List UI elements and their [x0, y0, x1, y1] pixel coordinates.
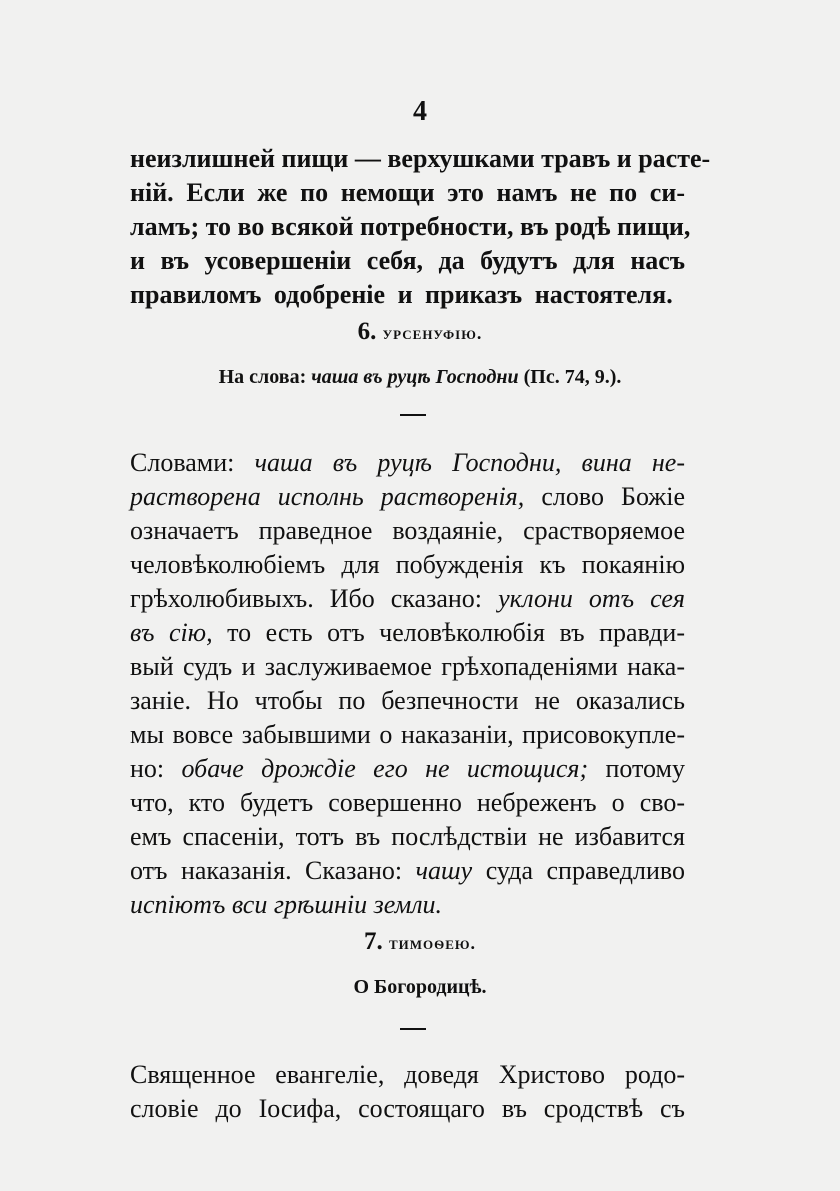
subheading-italic: чаша въ руцѣ Господни: [311, 366, 519, 388]
subheading-suffix: (Пс. 74, 9.).: [523, 366, 622, 388]
text-line: заніе. Но чтобы по безпечности не оказались: [130, 686, 685, 715]
text-line: и въ усовершеніи себя, да будутъ для насъ: [130, 246, 685, 275]
text-line: человѣколюбіемъ для побужденія къ покаянію: [130, 550, 685, 579]
section-number: 6.: [357, 318, 377, 345]
text-line: Священное евангеліе, доведя Христово родо-: [130, 1060, 685, 1089]
text-line: вый судъ и заслуживаемое грѣхопаденіями нака-: [130, 652, 685, 681]
section-6-subheading: [0, 366, 840, 389]
text-line: емъ спасеніи, тотъ въ послѣдствіи не избавится: [130, 822, 685, 851]
section-6-heading: [0, 318, 840, 346]
text-line: означаетъ праведное воздаяніе, срастворяемое: [130, 516, 685, 545]
section-7-heading: [0, 928, 840, 956]
text-line: растворена исполнь растворенія, слово Божіе: [130, 482, 686, 511]
section-name: урсенуфію.: [382, 323, 483, 343]
subheading-prefix: На слова:: [218, 366, 307, 388]
section-name: тимоѳею.: [388, 933, 477, 953]
text-line: въ сію, то есть отъ человѣколюбія въ правди-: [130, 618, 685, 647]
divider-dash: [400, 414, 426, 416]
text-line: ламъ; то во всякой потребности, въ родѣ пищи,: [130, 212, 691, 241]
text-line: правиломъ одобреніе и приказъ настоятеля.: [130, 280, 673, 309]
text-line: словіе до Іосифа, состоящаго въ сродствѣ съ: [130, 1094, 685, 1123]
section-7-subheading: О Богородицѣ.: [353, 976, 487, 998]
text-line: Словами: чаша въ руцѣ Господни, вина не-: [130, 448, 685, 477]
text-line: но: обаче дрождіе его не истощися; потому: [130, 754, 686, 783]
text-line: отъ наказанія. Сказано: чашу суда справедливо: [130, 856, 686, 885]
text-line: ній. Если же по немощи это намъ не по си-: [130, 178, 685, 207]
text-line: неизлишней пищи — верхушками травъ и расте-: [130, 144, 711, 173]
text-line: грѣхолюбивыхъ. Ибо сказано: уклони отъ сея: [130, 584, 685, 613]
page-number: 4: [413, 96, 427, 127]
text-line: испіютъ вси грѣшніи земли.: [130, 890, 443, 919]
section-number: 7.: [363, 928, 383, 955]
divider-dash: [400, 1028, 426, 1030]
text-line: что, кто будетъ совершенно небреженъ о сво-: [130, 788, 685, 817]
text-line: мы вовсе забывшими о наказаніи, присовокупле-: [130, 720, 685, 749]
